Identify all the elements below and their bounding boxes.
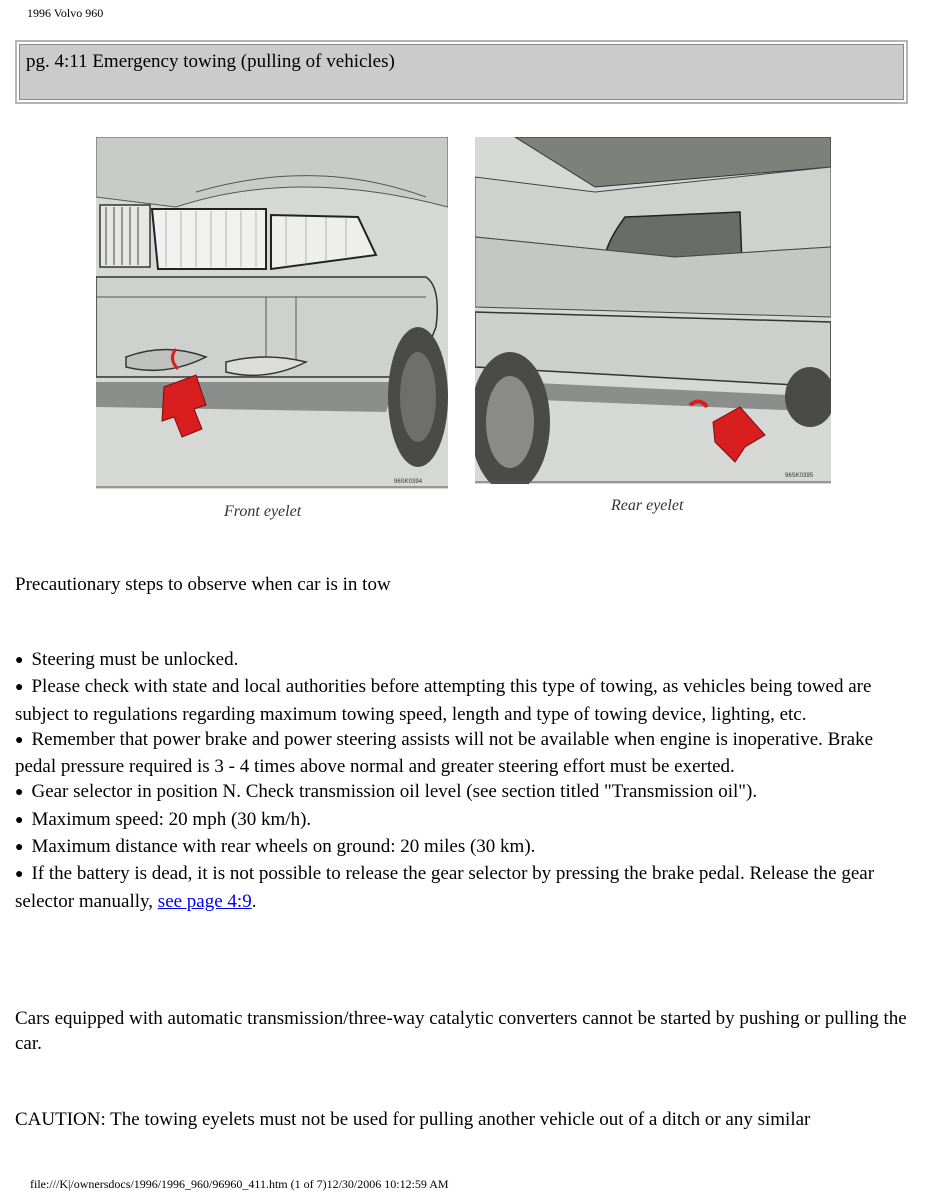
bullet-icon: ● xyxy=(15,812,24,828)
see-page-link[interactable]: see page 4:9 xyxy=(157,890,252,912)
bullet-icon: ● xyxy=(15,732,24,748)
front-image-code: 96SK0394 xyxy=(394,479,423,485)
list-item: ● Steering must be unlocked. xyxy=(15,649,239,670)
rear-image-code: 96SK0395 xyxy=(785,473,814,479)
list-item: ● If the battery is dead, it is not possible to release the gear selector by pressing the brake pedal. Release the gear selector manually, see page 4:9. xyxy=(15,863,875,912)
rear-eyelet-caption: Rear eyelet xyxy=(611,497,684,514)
rear-eyelet-illustration xyxy=(475,137,831,523)
front-eyelet-caption: Front eyelet xyxy=(224,503,302,520)
bullet-icon: ● xyxy=(15,840,24,856)
list-item: ● Maximum speed: 20 mph (30 km/h). xyxy=(15,808,312,830)
page-title: pg. 4:11 Emergency towing (pulling of vehicles) xyxy=(19,44,904,100)
bullet-icon: ● xyxy=(15,867,24,883)
list-item: ● Gear selector in position N. Check transmission oil level (see section titled "Transmission oil"). xyxy=(15,781,758,803)
title-bar xyxy=(15,40,908,104)
caution-paragraph: CAUTION: The towing eyelets must not be used for pulling another vehicle out of a ditch or any similar xyxy=(15,1109,811,1130)
towing-eyelet-figure xyxy=(96,137,831,523)
precaution-list xyxy=(15,647,910,914)
push-start-paragraph: Cars equipped with automatic transmission/three-way catalytic converters cannot be started by pushing or pulling the car. xyxy=(15,1008,907,1055)
list-item: ● Remember that power brake and power steering assists will not be available when engine is inoperative. Brake pedal pressure required is 3 - 4 times above normal and greater steering effort must be exerted. xyxy=(15,728,874,778)
list-item: ● Please check with state and local authorities before attempting this type of towing, as vehicles being towed are subject to regulations regarding maximum towing speed, length and type of towing device, lighting, etc. xyxy=(15,676,872,725)
bullet-icon: ● xyxy=(15,785,24,801)
list-item: ● Maximum distance with rear wheels on ground: 20 miles (30 km). xyxy=(15,836,536,858)
bullet-icon: ● xyxy=(15,653,24,668)
bullet-icon: ● xyxy=(15,680,24,696)
file-path-footer: file:///K|/ownersdocs/1996/1996_960/96960_411.htm (1 of 7)12/30/2006 10:12:59 AM xyxy=(30,1177,449,1191)
intro-paragraph: Precautionary steps to observe when car is in tow xyxy=(15,574,391,595)
front-eyelet-illustration xyxy=(96,137,448,523)
document-header: 1996 Volvo 960 xyxy=(27,6,104,20)
